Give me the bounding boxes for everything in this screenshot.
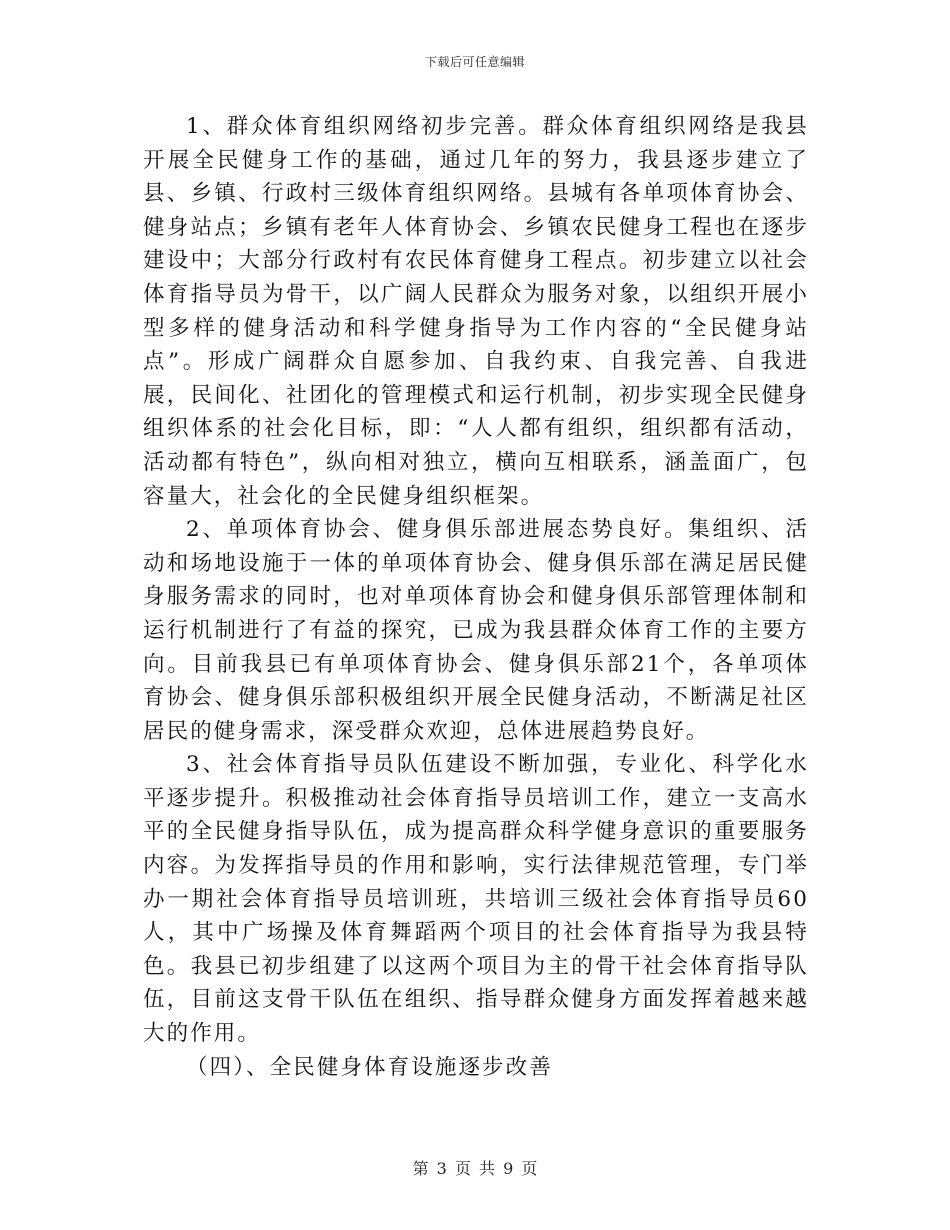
paragraph-sports-associations: 2、单项体育协会、健身俱乐部进展态势良好。集组织、活动和场地设施于一体的单项体育协会、健身俱乐部在满足居民健身服务需求的同时，也对单项体育协会和健身俱乐部管理体制和运行机制进行了有益的探究，已成为我县群众体育工作的主要方向。目前我县已有单项体育协会、健身俱乐部21个，各单项体育协会、健身俱乐部积极组织开展全民健身活动，不断满足社区居民的健身需求，深受群众欢迎，总体进展趋势良好。: [143, 517, 809, 744]
page-footer: 第 3 页 共 9 页: [412, 1159, 538, 1178]
page-header: 下载后可任意编辑: [424, 55, 525, 69]
paragraph-instructors: 3、社会体育指导员队伍建设不断加强，专业化、科学化水平逐步提升。积极推动社会体育指导员培训工作，建立一支高水平的全民健身指导队伍，成为提高群众科学健身意识的重要服务内容。为发挥指导员的作用和影响，实行法律规范管理，专门举办一期社会体育指导员培训班，共培训三级社会体育指导员60人，其中广场操及体育舞蹈两个项目的社会体育指导为我县特色。我县已初步组建了以这两个项目为主的骨干社会体育指导队伍，目前这支骨干队伍在组织、指导群众健身方面发挥着越来越大的作用。: [143, 752, 809, 1047]
document-body: [143, 110, 809, 1084]
section-heading: （四）、全民健身体育设施逐步改善: [186, 1054, 553, 1080]
paragraph-organization-network: 1、群众体育组织网络初步完善。群众体育组织网络是我县开展全民健身工作的基础，通过几年的努力，我县逐步建立了县、乡镇、行政村三级体育组织网络。县城有各单项体育协会、健身站点；乡镇有老年人体育协会、乡镇农民健身工程也在逐步建设中；大部分行政村有农民体育健身工程点。初步建立以社会体育指导员为骨干，以广阔人民群众为服务对象，以组织开展小型多样的健身活动和科学健身指导为工作内容的“全民健身站点”。形成广阔群众自愿参加、自我约束、自我完善、自我进展，民间化、社团化的管理模式和运行机制，初步实现全民健身组织体系的社会化目标，即：“人人都有组织，组织都有活动，活动都有特色”，纵向相对独立，横向互相联系，涵盖面广，包容量大，社会化的全民健身组织框架。: [143, 114, 809, 509]
